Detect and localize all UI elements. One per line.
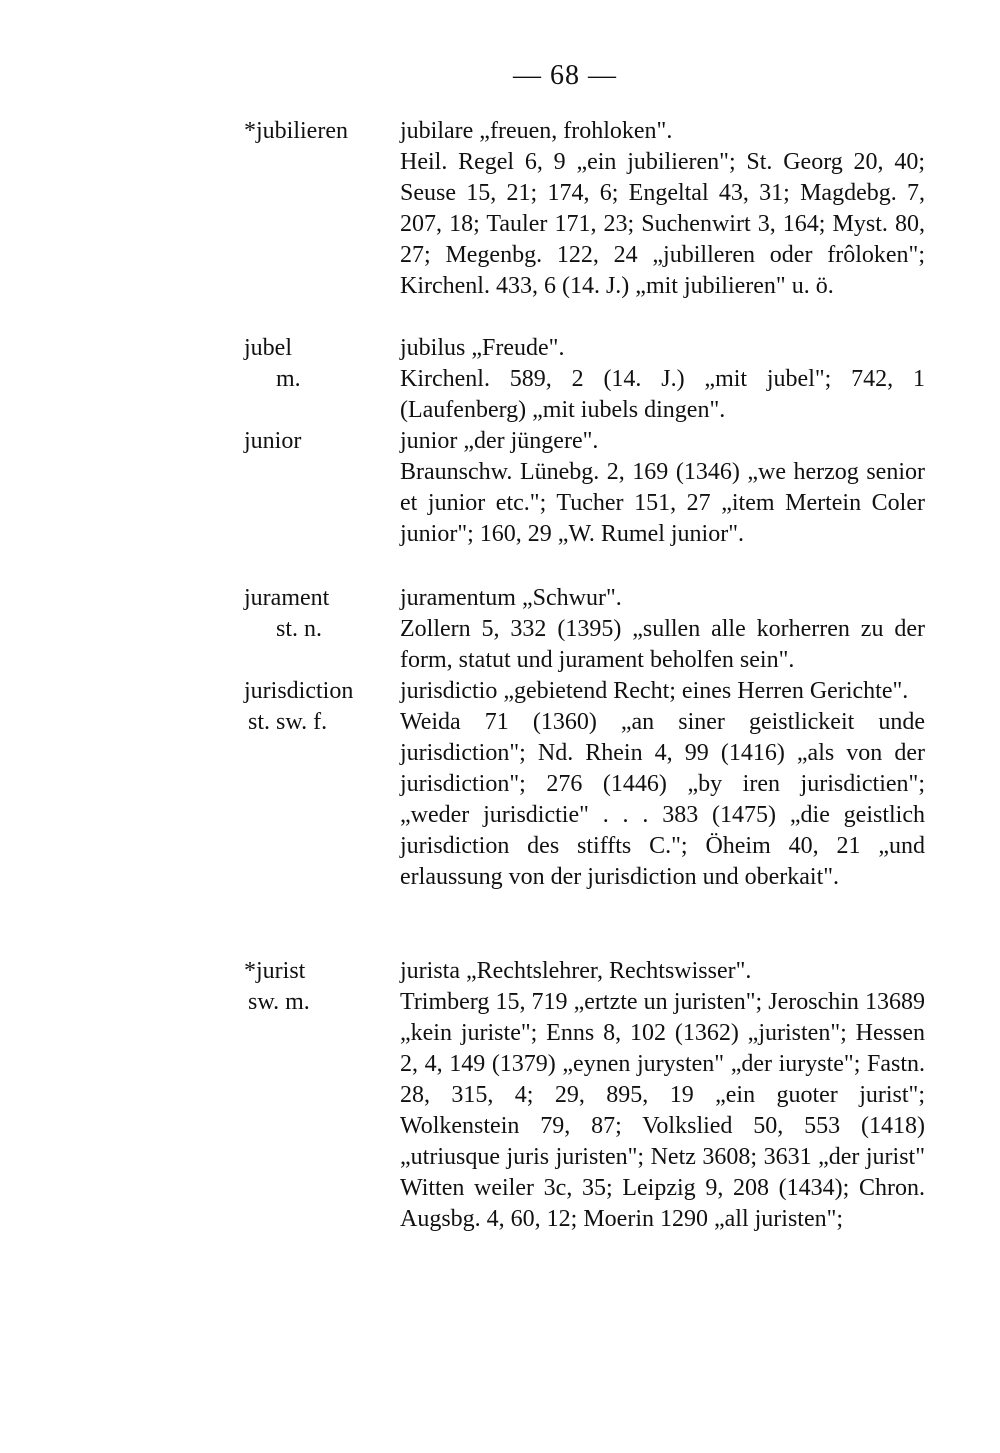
latin-gloss: jubilare „freuen, frohloken".: [400, 118, 673, 144]
citations: Braunschw. Lünebg. 2, 169 (1346) „we herzog senior et junior etc."; Tucher 151, 27 „item Mertein Coler junior"; 160, 29 „W. Rumel junior".: [400, 459, 925, 547]
headword-text: jurament: [244, 585, 330, 611]
headword-text: jurisdiction: [244, 678, 354, 704]
citations: Heil. Regel 6, 9 „ein jubilieren"; St. Georg 20, 40; Seuse 15, 21; 174, 6; Engeltal 43, 31; Magdebg. 7, 207, 18; Tauler 171, 23; Suchenwirt 3, 164; Myst. 80, 27; Megenbg. 122, 24 „jubilleren oder frôloken"; Kirchenl. 433, 6 (14. J.) „mit jubilieren" u. ö.: [400, 149, 925, 299]
citations: Kirchenl. 589, 2 (14. J.) „mit jubel"; 742, 1 (Laufenberg) „mit iubels dingen".: [400, 366, 925, 423]
headword-text: *jubilieren: [244, 118, 348, 144]
definition: [400, 956, 925, 1235]
latin-gloss: junior „der jüngere".: [400, 428, 599, 454]
headword: [244, 956, 384, 1018]
latin-gloss: jurisdictio „gebietend Recht; eines Herren Gerichte".: [400, 678, 909, 704]
page-number: — 68 —: [513, 60, 617, 91]
headword-text: junior: [244, 428, 302, 454]
citations: Weida 71 (1360) „an siner geistlickeit unde jurisdiction"; Nd. Rhein 4, 99 (1416) „als von der jurisdiction"; 276 (1446) „by iren jurisdictien"; „weder jurisdictie" . . . 383 (1475) „die geistlich jurisdiction des stiffts C."; Öheim 40, 21 „und erlaussung von der jurisdiction und oberkait".: [400, 709, 925, 890]
headword: [244, 116, 384, 147]
grammar-label: sw. m.: [248, 989, 310, 1015]
latin-gloss: jubilus „Freude".: [400, 335, 565, 361]
citations: Trimberg 15, 719 „ertzte un juristen"; Jeroschin 13689 „kein juriste"; Enns 8, 102 (1362) „juristen"; Hessen 2, 4, 149 (1379) „eynen jurysten" „der iuryste"; Fastn. 28, 315, 4; 29, 895, 19 „ein guoter jurist"; Wolkenstein 79, 87; Volkslied 50, 553 (1418) „utriusque juris juristen"; Netz 3608; 3631 „der jurist" Witten weiler 3c, 35; Leipzig 9, 208 (1434); Chron. Augsbg. 4, 60, 12; Moerin 1290 „all juristen";: [400, 989, 925, 1232]
headword: [244, 676, 384, 738]
citations: Zollern 5, 332 (1395) „sullen alle korherren zu der form, statut und jurament beholfen sein".: [400, 616, 925, 673]
grammar-label: st. n.: [276, 616, 323, 642]
headword: [244, 333, 384, 395]
grammar-label: st. sw. f.: [248, 709, 328, 735]
headword-text: jubel: [244, 335, 292, 361]
definition: [400, 116, 925, 302]
headword: [244, 583, 384, 645]
definition: [400, 583, 925, 676]
headword-text: *jurist: [244, 958, 306, 984]
definition: [400, 676, 925, 893]
definition: [400, 333, 925, 426]
grammar-label: m.: [276, 366, 301, 392]
latin-gloss: juramentum „Schwur".: [400, 585, 622, 611]
headword: [244, 426, 384, 457]
definition: [400, 426, 925, 550]
latin-gloss: jurista „Rechtslehrer, Rechtswisser".: [400, 958, 752, 984]
